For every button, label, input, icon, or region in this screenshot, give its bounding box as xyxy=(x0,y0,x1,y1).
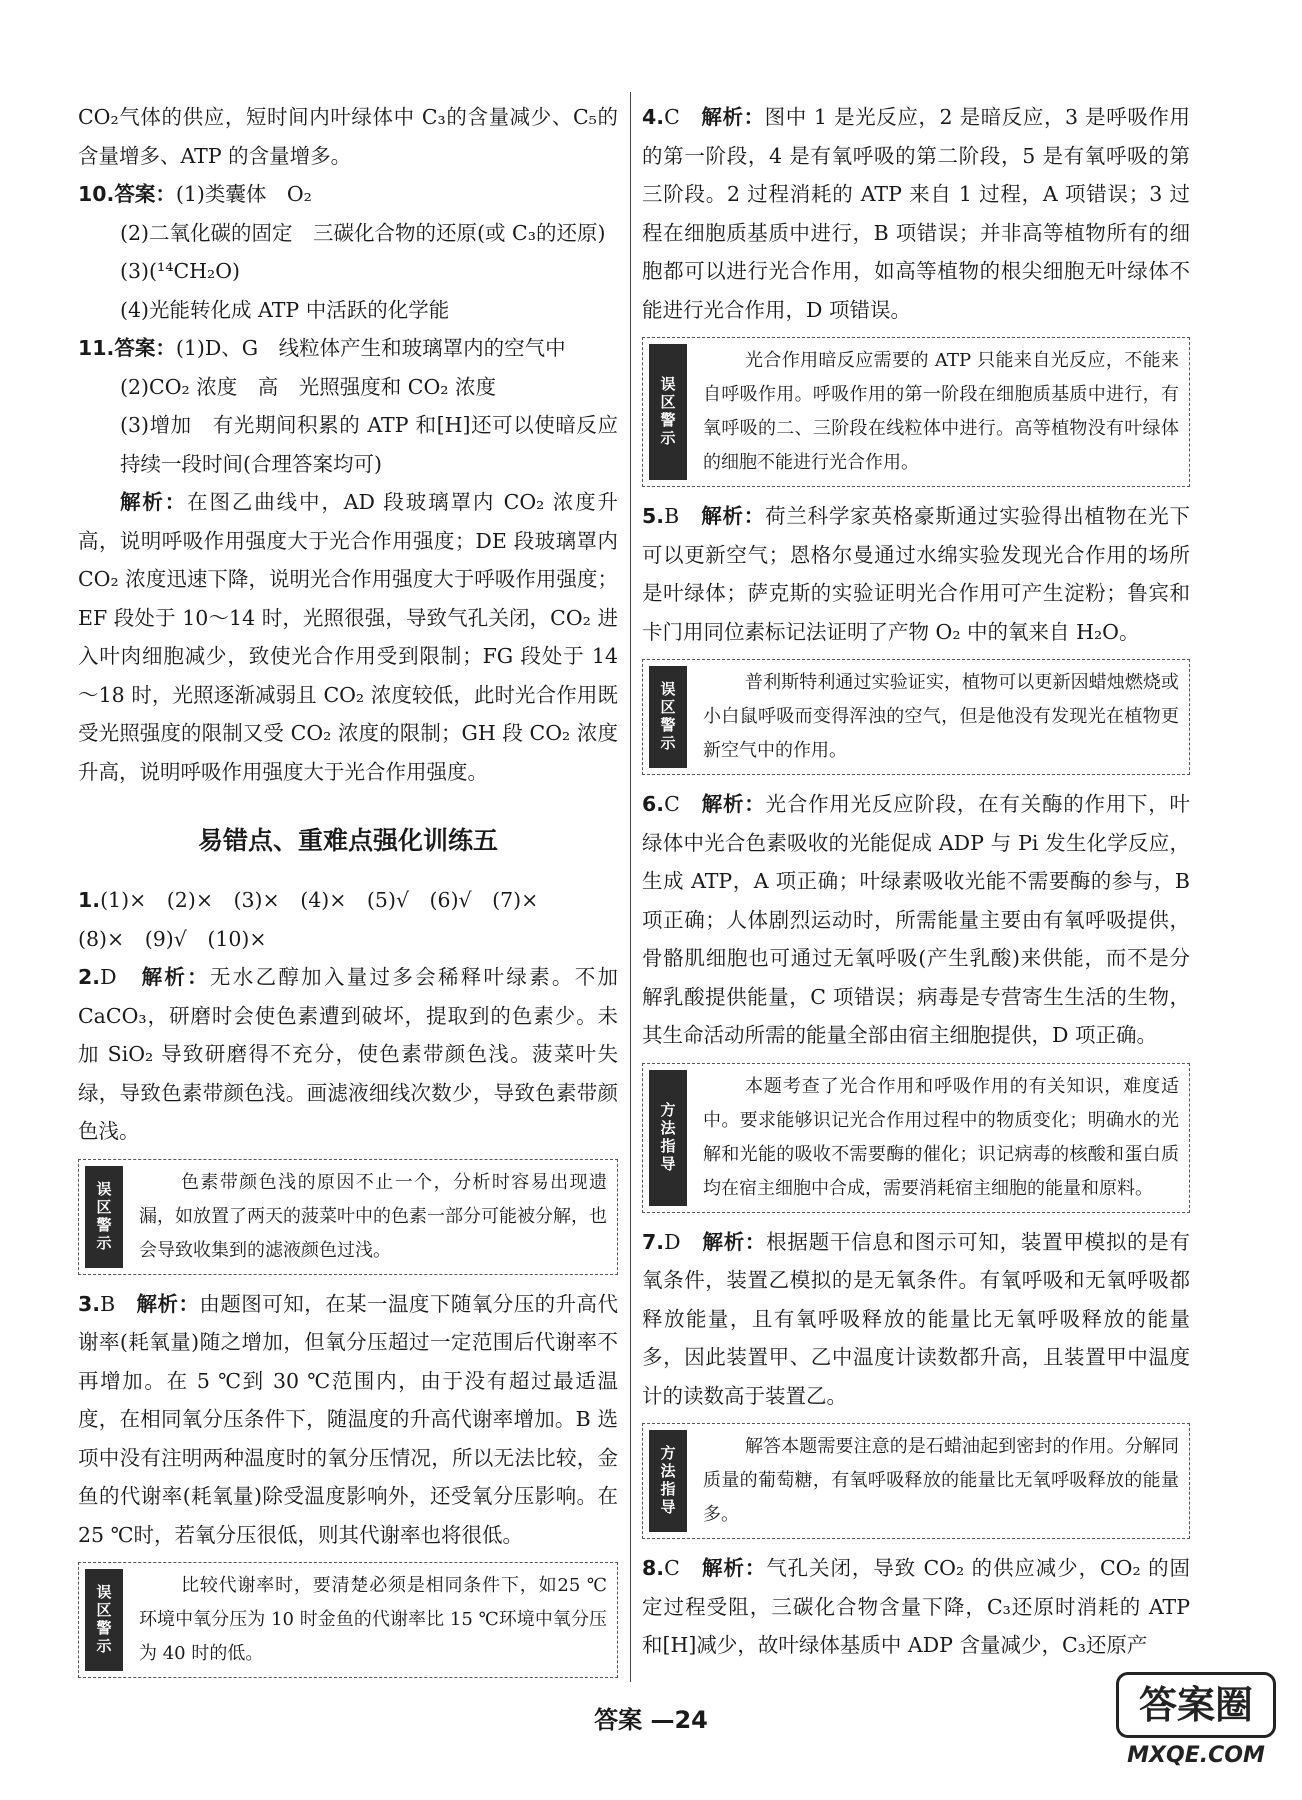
answer-line: (4)光能转化成 ATP 中活跃的化学能 xyxy=(120,297,450,322)
question-number: 8. xyxy=(642,1556,665,1580)
question-2 xyxy=(78,958,618,1151)
column-divider xyxy=(630,92,631,1682)
question-6 xyxy=(642,785,1190,1055)
analysis-text: 气孔关闭，导致 CO₂ 的供应减少，CO₂ 的固定过程受阻，三碳化合物含量下降，C₃还原时消耗的 ATP 和[H]减少，故叶绿体基质中 ADP 含量减少，C₃还原产 xyxy=(642,1556,1191,1657)
answer-choice: D xyxy=(664,1229,703,1254)
answer-text: (1)D、G 线粒体产生和玻璃罩内的空气中 xyxy=(175,336,566,360)
analysis-text: 无水乙醇加入量过多会稀释叶绿素。不加 CaCO₃，研磨时会使色素遭到破坏，提取到的色素少。未加 SiO₂ 导致研磨得不充分，使色素带颜色浅。菠菜叶失绿，导致色素带颜色浅。画滤液细线次数少，导致色素带颜色浅。 xyxy=(78,965,619,1143)
tip-text: 普利斯特利通过实验证实，植物可以更新因蜡烛燃烧或小白鼠呼吸而变得浑浊的空气，但是他没有发现光在植物更新空气中的作用。 xyxy=(703,672,1179,761)
question-4 xyxy=(642,98,1190,329)
tip-badge: 误区警示 xyxy=(649,666,687,768)
watermark-title: 答案圈 xyxy=(1116,1672,1276,1738)
analysis xyxy=(78,483,618,791)
answer-line: (8)× (9)√ (10)× xyxy=(78,926,267,951)
analysis-text: 光合作用光反应阶段，在有关酶的作用下，叶绿体中光合色素吸收的光能促成 ADP 与 Pi 发生化学反应，生成 ATP，A 项正确；叶绿素吸收光能不需要酶的参与，B 项正确；人体剧烈运动时，所需能量主要由有氧呼吸提供，骨骼肌细胞也可通过无氧呼吸(产生乳酸)来供能，而不是分解乳酸提供能量，C 项错误；病毒是专营寄生生活的生物，其生命活动所需的能量全部由宿主细胞提供，D 项正确。 xyxy=(642,792,1191,1047)
answer-choice: C xyxy=(664,105,702,129)
tip-text: 色素带颜色浅的原因不止一个，分析时容易出现遗漏，如放置了两天的菠菜叶中的色素一部分可能被分解，也会导致收集到的滤液颜色过浅。 xyxy=(139,1171,607,1261)
analysis-label: 解析： xyxy=(120,490,188,514)
question-5 xyxy=(642,497,1190,651)
question-1 xyxy=(78,881,618,920)
answer-line: (2)CO₂ 浓度 高 光照强度和 CO₂ 浓度 xyxy=(120,374,497,399)
tip-badge: 误区警示 xyxy=(85,1166,123,1268)
tip-box xyxy=(78,1562,618,1678)
question-number: 10. xyxy=(78,182,115,206)
page-number: —24 xyxy=(650,1706,708,1734)
tip-text: 比较代谢率时，要清楚必须是相同条件下，如25 ℃环境中氧分压为 10 时金鱼的代谢率比 15 ℃环境中氧分压为 40 时的低。 xyxy=(139,1575,607,1664)
question-number: 7. xyxy=(642,1229,665,1254)
question-number: 2. xyxy=(78,965,101,989)
analysis-label: 解析： xyxy=(136,1291,200,1316)
tip-badge: 误区警示 xyxy=(649,344,687,480)
answer-line: (3)(¹⁴CH₂O) xyxy=(120,259,241,283)
question-8 xyxy=(642,1549,1190,1665)
question-number: 5. xyxy=(642,504,665,528)
tip-text: 光合作用暗反应需要的 ATP 只能来自光反应，不能来自呼吸作用。呼吸作用的第一阶段在细胞质基质中进行，有氧呼吸的二、三阶段在线粒体中进行。高等植物没有叶绿体的细胞不能进行光合作用。 xyxy=(703,350,1179,473)
left-column xyxy=(78,98,618,1688)
answer-label: 答案： xyxy=(114,182,176,206)
answer-text: (1)× (2)× (3)× (4)× (5)√ (6)√ (7)× xyxy=(100,888,539,912)
analysis-label: 解析： xyxy=(701,105,765,129)
answer-line: (2)二氧化碳的固定 三碳化合物的还原(或 C₃的还原) xyxy=(120,220,606,245)
page-footer xyxy=(0,1700,1302,1735)
question-3 xyxy=(78,1285,618,1555)
paragraph: CO₂气体的供应，短时间内叶绿体中 C₃的含量减少、C₅的含量增多、ATP 的含量增多。 xyxy=(78,105,618,168)
tip-box xyxy=(642,1063,1190,1213)
question-10 xyxy=(78,175,618,214)
answer-choice: B xyxy=(664,504,702,528)
analysis-label: 解析： xyxy=(701,504,766,528)
tip-badge: 方法指导 xyxy=(649,1430,687,1532)
question-7 xyxy=(642,1223,1190,1416)
tip-box xyxy=(642,1423,1190,1539)
tip-text: 解答本题需要注意的是石蜡油起到密封的作用。分解同质量的葡萄糖，有氧呼吸释放的能量比无氧呼吸释放的能量多。 xyxy=(703,1436,1179,1525)
tip-text: 本题考查了光合作用和呼吸作用的有关知识，难度适中。要求能够识记光合作用过程中的物质变化；明确水的光解和光能的吸收不需要酶的催化；识记病毒的核酸和蛋白质均在宿主细胞中合成，需要消耗宿主细胞的能量和原料。 xyxy=(703,1075,1179,1199)
question-11 xyxy=(78,329,618,368)
analysis-label: 解析： xyxy=(702,1229,767,1254)
answer-choice: D xyxy=(100,965,142,989)
question-number: 6. xyxy=(642,792,665,816)
tip-badge: 误区警示 xyxy=(85,1569,123,1671)
watermark-url: MXQE.COM xyxy=(1127,1743,1265,1768)
answer-choice: C xyxy=(664,792,702,816)
footer-label: 答案 xyxy=(594,1706,643,1734)
tip-box xyxy=(78,1159,618,1275)
question-number: 4. xyxy=(642,105,665,129)
analysis-label: 解析： xyxy=(141,965,210,989)
analysis-text: 根据题干信息和图示可知，装置甲模拟的是有氧条件，装置乙模拟的是无氧条件。有氧呼吸和无氧呼吸都释放能量，且有氧呼吸释放的能量比无氧呼吸释放的能量多，因此装置甲、乙中温度计读数都升高，且装置甲中温度计的读数高于装置乙。 xyxy=(642,1229,1191,1408)
answer-choice: C xyxy=(664,1556,703,1580)
section-title: 易错点、重难点强化训练五 xyxy=(197,826,498,855)
answer-text: (1)类囊体 O₂ xyxy=(175,182,312,206)
analysis-text: 由题图可知，在某一温度下随氧分压的升高代谢率(耗氧量)随之增加，但氧分压超过一定范围后代谢率不再增加。在 5 ℃到 30 ℃范围内，由于没有超过最适温度，在相同氧分压条件下，随温度的升高代谢率增加。B 选项中没有注明两种温度时的氧分压情况，所以无法比较，金鱼的代谢率(耗氧量)除受温度影响外，还受氧分压影响。在 25 ℃时，若氧分压很低，则其代谢率也将很低。 xyxy=(78,1291,619,1547)
analysis-text: 图中 1 是光反应，2 是暗反应，3 是呼吸作用的第一阶段，4 是有氧呼吸的第二阶段，5 是有氧呼吸的第三阶段。2 过程消耗的 ATP 来自 1 过程，A 项错误；3 过程在细胞质基质中进行，B 项错误；并非高等植物所有的细胞都可以进行光合作用，如高等植物的根尖细胞无叶绿体不能进行光合作用，D 项错误。 xyxy=(642,105,1191,322)
question-number: 1. xyxy=(78,888,101,912)
tip-badge: 方法指导 xyxy=(649,1070,687,1206)
right-column xyxy=(642,98,1190,1665)
analysis-text: 在图乙曲线中，AD 段玻璃罩内 CO₂ 浓度升高，说明呼吸作用强度大于光合作用强度；DE 段玻璃罩内 CO₂ 浓度迅速下降，说明光合作用强度大于呼吸作用强度；EF 段处于 10～14 时，光照很强，导致气孔关闭，CO₂ 进入叶肉细胞减少，致使光合作用受到限制；FG 段处于 14～18 时，光照逐渐减弱且 CO₂ 浓度较低，此时光合作用既受光照强度的限制又受 CO₂ 浓度的限制；GH 段 CO₂ 浓度升高，说明呼吸作用强度大于光合作用强度。 xyxy=(78,490,618,784)
answer-choice: B xyxy=(100,1291,137,1316)
answer-label: 答案： xyxy=(114,336,176,360)
tip-box xyxy=(642,337,1190,487)
analysis-label: 解析： xyxy=(701,792,766,816)
question-number: 3. xyxy=(78,1291,101,1316)
watermark-logo xyxy=(1116,1672,1276,1782)
answer-line: (3)增加 有光期间积累的 ATP 和[H]还可以使暗反应持续一段时间(合理答案均可) xyxy=(120,413,618,476)
analysis-label: 解析： xyxy=(702,1556,767,1580)
tip-box xyxy=(642,659,1190,775)
question-number: 11. xyxy=(78,336,115,360)
analysis-text: 荷兰科学家英格豪斯通过实验得出植物在光下可以更新空气；恩格尔曼通过水绵实验发现光合作用的场所是叶绿体；萨克斯的实验证明光合作用可产生淀粉；鲁宾和卡门用同位素标记法证明了产物 O₂ 中的氧来自 H₂O。 xyxy=(642,504,1190,644)
